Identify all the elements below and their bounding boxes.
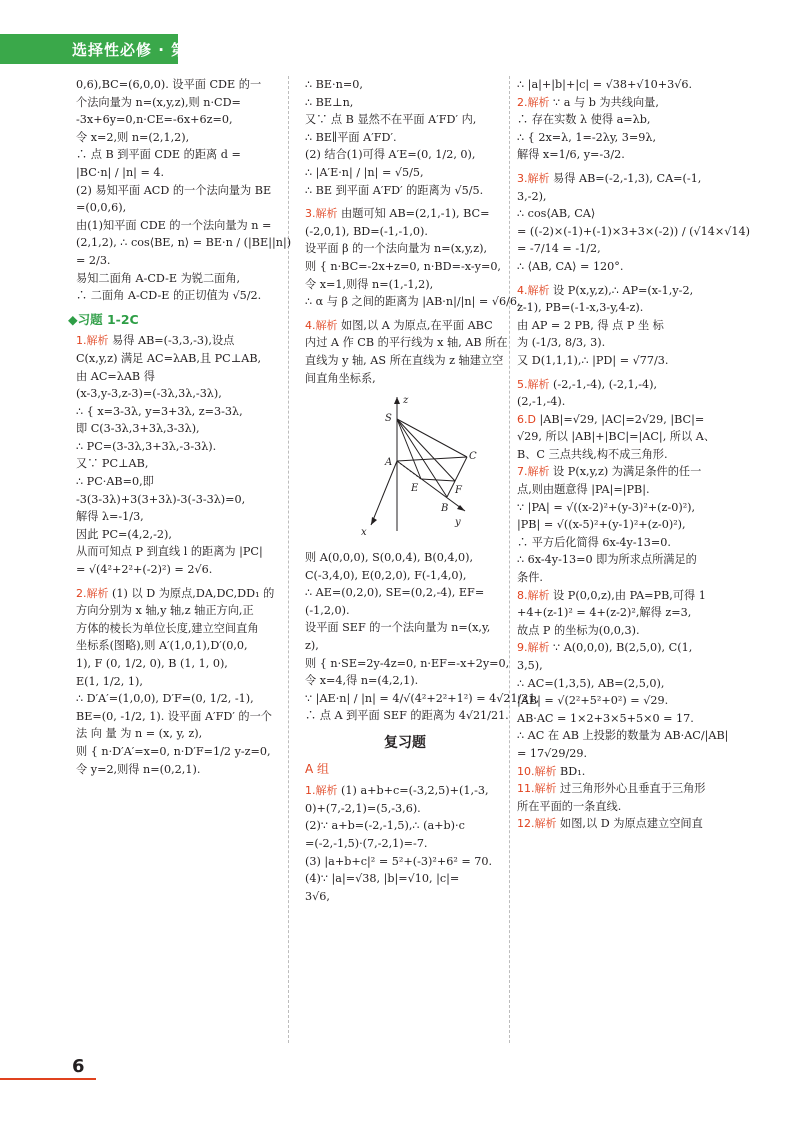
answer-tag: 9.解析: [517, 641, 550, 655]
column-right: [517, 76, 750, 1075]
text-span: 易得 AB=(-2,-1,3), CA=(-1,: [549, 171, 702, 185]
text-line: ∴ { x=3-3λ, y=3+3λ, z=3-3λ,: [76, 404, 243, 418]
group-a-heading: A 组: [305, 761, 330, 776]
text-line: ∴ 6x-4y-13=0 即为所求点所满足的: [517, 553, 697, 567]
text-line: =(0,0,6),: [76, 201, 127, 215]
text-line: (3) |a+b+c|² = 5²+(-3)²+6² = 70.: [305, 854, 493, 868]
text-line: (-2,0,1), BD=(-1,-1,0).: [305, 224, 428, 238]
answer-tag: 6.D: [517, 412, 536, 426]
text-line: 由 AP = 2 PB, 得 点 P 坐 标: [517, 318, 664, 332]
z-arrow-head: [394, 397, 400, 404]
label-x: x: [361, 527, 367, 539]
text-line: 0,6),BC=(6,0,0). 设平面 CDE 的一: [76, 78, 262, 91]
text-line: 所在平面的一条直线.: [517, 799, 622, 813]
answer-tag: 1.解析: [76, 334, 109, 348]
text-span: 易得 AB=(-3,3,-3),设点: [108, 334, 235, 348]
answer-tag: 12.解析: [517, 817, 557, 831]
answer-tag: 11.解析: [517, 782, 557, 796]
text-line: (2,-1,-4).: [517, 395, 566, 409]
answer-tag: 4.解析: [305, 318, 338, 332]
answer-tag: 3.解析: [517, 171, 550, 185]
text-line: ∴ PC=(3-3λ,3+3λ,-3-3λ).: [76, 439, 217, 453]
answer-line: [517, 376, 730, 394]
text-line: 方体的棱长为单位长度,建立空间直角: [76, 621, 259, 635]
text-line: ∴ |a|+|b|+|c| = √38+√10+3√6.: [517, 78, 693, 91]
answer-tag: 7.解析: [517, 465, 550, 479]
text-line: |PB| = √((x-5)²+(y-1)²+(z-0)²),: [517, 518, 686, 532]
text-line: z),: [305, 639, 319, 653]
text-line: BE=(0, -1/2, 1). 设平面 A′FD′ 的一个: [76, 709, 272, 723]
text-line: 又 D(1,1,1),∴ |PD| = √77/3.: [517, 353, 669, 367]
text-line: B、C 三点共线,构不成三角形.: [517, 447, 668, 461]
text-line: z-1), PB=(-1-x,3-y,4-z).: [517, 301, 644, 315]
text-line: ∴ cos⟨AB, CA⟩: [517, 207, 596, 221]
text-line: ∴ 二面角 A-CD-E 的正切值为 √5/2.: [76, 289, 262, 303]
answer-line: [517, 411, 730, 429]
text-line: C(-3,4,0), E(0,2,0), F(-1,4,0),: [305, 568, 467, 582]
label-y: y: [455, 517, 461, 529]
text-line: 故点 P 的坐标为(0,0,3).: [517, 623, 640, 637]
text-line: AB·AC = 1×2+3×5+5×0 = 17.: [517, 711, 694, 725]
text-line: 由(1)知平面 CDE 的一个法向量为 n =: [76, 218, 272, 232]
text-line: ∴ { 2x=λ, 1=-2λy, 3=9λ,: [517, 130, 657, 144]
answer-line: [517, 763, 730, 781]
text-line: 3,-2),: [517, 189, 547, 203]
text-span: 如图,以 A 为原点,在平面 ABC: [337, 318, 493, 332]
text-line: =(-2,-1,5)·(7,-2,1)=-7.: [305, 837, 428, 850]
text-line: (4)∵ |a|=√38, |b|=√10, |c|=: [305, 872, 460, 886]
text-line: 方向分别为 x 轴,y 轴,z 轴正方向,正: [76, 604, 254, 618]
text-line: ∴ BE 到平面 A′FD′ 的距离为 √5/5.: [305, 183, 484, 197]
text-line: (2) 易知平面 ACD 的一个法向量为 BE: [76, 183, 272, 197]
text-line: 3,5),: [517, 659, 543, 672]
answer-tag: 1.解析: [305, 784, 338, 798]
pyramid-coordinate-figure: [325, 393, 477, 543]
text-line: ∴ 平方后化简得 6x-4y-13=0.: [517, 535, 671, 549]
answer-tag: 8.解析: [517, 588, 550, 602]
text-line: 设平面 β 的一个法向量为 n=(x,y,z),: [305, 242, 488, 256]
text-line: 1), F (0, 1/2, 0), B (1, 1, 0),: [76, 657, 228, 670]
text-span: 设 P(x,y,z) 为满足条件的任一: [549, 465, 702, 479]
text-line: 从而可知点 P 到直线 l 的距离为 |PC|: [76, 545, 263, 559]
text-line: 易知二面角 A-CD-E 为锐二面角,: [76, 271, 241, 285]
text-line: C(x,y,z) 满足 AC=λAB,且 PC⊥AB,: [76, 351, 262, 365]
text-span: 过三角形外心且垂直于三角形: [556, 782, 706, 796]
answer-line: [517, 639, 730, 657]
answer-tag: 10.解析: [517, 764, 557, 778]
text-line: = -7/14 = -1/2,: [517, 242, 601, 256]
text-line: 则 { n·D′A′=x=0, n·D′F=1/2 y-z=0,: [76, 744, 271, 758]
text-line: 则 { n·SE=2y-4z=0, n·EF=-x+2y=0,: [305, 656, 510, 670]
page-number-underline: [0, 1078, 96, 1080]
text-line: ∵ |AE·n| / |n| = 4/√(4²+2²+1²) = 4√21/21,: [305, 691, 540, 705]
answer-line: [517, 815, 730, 833]
header-banner: [0, 34, 220, 64]
text-line: 又∵ 点 B 显然不在平面 A′FD′ 内,: [305, 113, 477, 127]
text-line: |AB| = √(2²+5²+0²) = √29.: [517, 694, 669, 708]
text-line: = 2/3.: [76, 253, 111, 267]
answer-line: [517, 463, 730, 481]
review-title: 复习题: [384, 735, 426, 752]
text-span: 由题可知 AB=(2,1,-1), BC=: [337, 207, 490, 221]
text-line: 点,则由题意得 |PA|=|PB|.: [517, 483, 650, 497]
edge-ac: [397, 457, 467, 461]
text-line: 为 (-1/3, 8/3, 3).: [517, 336, 606, 350]
text-line: |BC·n| / |n| = 4.: [76, 165, 165, 179]
text-line: (x-3,y-3,z-3)=(-3λ,3λ,-3λ),: [76, 387, 222, 401]
answer-tag: 2.解析: [76, 586, 109, 600]
text-line: 令 x=1,则得 n=(1,-1,2),: [305, 277, 434, 291]
text-line: -3x+6y=0,n·CE=-6x+6z=0,: [76, 113, 233, 127]
text-span: (1) a+b+c=(-3,2,5)+(1,-3,: [337, 784, 489, 798]
label-a: A: [385, 457, 393, 469]
text-line: ∴ BE·n=0,: [305, 78, 363, 91]
text-line: 解得 λ=-1/3,: [76, 510, 144, 524]
text-line: 0)+(7,-2,1)=(5,-3,6).: [305, 801, 421, 815]
answer-line: [517, 94, 730, 112]
edge-sf: [397, 419, 455, 481]
x-arrow-head: [371, 517, 377, 525]
text-line: 令 x=4,得 n=(4,2,1).: [305, 674, 419, 688]
label-c: C: [469, 451, 477, 463]
text-line: (2)∵ a+b=(-2,-1,5),∴ (a+b)·c: [305, 819, 465, 833]
edge-sb: [397, 419, 447, 497]
text-line: 又∵ PC⊥AB,: [76, 457, 149, 471]
text-span: |AB|=√29, |AC|=2√29, |BC|=: [535, 412, 705, 426]
text-line: (-1,2,0).: [305, 603, 350, 617]
text-span: ∵ A(0,0,0), B(2,5,0), C(1,: [549, 641, 693, 655]
text-line: ∵ |PA| = √((x-2)²+(y-3)²+(z-0)²),: [517, 500, 696, 514]
text-line: 解得 x=1/6, y=-3/2.: [517, 148, 625, 162]
text-line: ∴ ⟨AB, CA⟩ = 120°.: [517, 259, 624, 273]
text-line: E(1, 1/2, 1),: [76, 674, 143, 688]
text-line: 间直角坐标系,: [305, 371, 376, 385]
answer-tag: 5.解析: [517, 377, 550, 391]
column-separator: [288, 76, 289, 1043]
x-axis-line: [371, 461, 397, 525]
text-line: 条件.: [517, 571, 543, 585]
text-line: = ((-2)×(-1)+(-1)×3+3×(-2)) / (√14×√14): [517, 224, 750, 238]
edge-sc: [397, 419, 467, 457]
text-line: √29, 所以 |AB|+|BC|=|AC|, 所以 A、: [517, 430, 716, 444]
text-line: ∴ α 与 β 之间的距离为 |AB·n|/|n| = √6/6.: [305, 295, 521, 309]
label-e: E: [411, 483, 419, 495]
text-line: ∴ D′A′=(1,0,0), D′F=(0, 1/2, -1),: [76, 692, 254, 706]
text-line: ∴ 存在实数 λ 使得 a=λb,: [517, 113, 651, 127]
edge-ef: [421, 479, 455, 481]
text-line: (2,1,2), ∴ cos⟨BE, n⟩ = BE·n / (|BE||n|): [76, 236, 292, 250]
text-line: = √(4²+2²+(-2)²) = 2√6.: [76, 563, 213, 577]
text-line: 令 y=2,则得 n=(0,2,1).: [76, 762, 201, 776]
text-line: 3√6,: [305, 889, 330, 903]
label-z: z: [403, 395, 409, 407]
text-span: BD₁.: [556, 764, 586, 778]
text-line: 设平面 SEF 的一个法向量为 n=(x,y,: [305, 621, 491, 635]
text-line: 内过 A 作 CB 的平行线为 x 轴, AB 所在: [305, 336, 508, 350]
label-s: S: [385, 413, 392, 425]
text-span: 设 P(0,0,z),由 PA=PB,可得 1: [549, 588, 706, 602]
answer-line: [517, 282, 730, 300]
answer-tag: 3.解析: [305, 207, 338, 221]
text-span: 设 P(x,y,z),∴ AP=(x-1,y-2,: [549, 283, 694, 297]
text-line: ∴ 点 A 到平面 SEF 的距离为 4√21/21.: [305, 709, 509, 723]
text-line: 坐标系(图略),则 A′(1,0,1),D′(0,0,: [76, 639, 248, 653]
label-f: F: [455, 485, 462, 497]
text-line: ∴ AC 在 AB 上投影的数量为 AB·AC/|AB|: [517, 729, 729, 743]
answer-tag: 2.解析: [517, 95, 550, 109]
text-line: 个法向量为 n=(x,y,z),则 n·CD=: [76, 95, 241, 109]
text-line: ∴ PC·AB=0,即: [76, 475, 154, 489]
text-span: ∵ a 与 b 为共线向量,: [549, 95, 659, 109]
answer-line: [76, 332, 272, 350]
answer-line: [517, 780, 730, 798]
column-left: [68, 76, 292, 1075]
page-number: 6: [72, 1056, 85, 1077]
text-line: (2) 结合(1)可得 A′E=(0, 1/2, 0),: [305, 148, 476, 162]
column-separator: [509, 76, 510, 1043]
text-line: -3(3-3λ)+3(3+3λ)-3(-3-3λ)=0,: [76, 492, 246, 506]
answer-line: [517, 170, 730, 188]
answer-tag: 4.解析: [517, 283, 550, 297]
text-span: 如图,以 D 为原点建立空间直: [556, 817, 703, 831]
text-line: ∴ |A′E·n| / |n| = √5/5,: [305, 165, 424, 179]
answer-line: [305, 782, 505, 800]
text-line: 令 x=2,则 n=(2,1,2),: [76, 130, 190, 144]
text-span: (1) 以 D 为原点,DA,DC,DD₁ 的: [108, 586, 275, 600]
answer-line: [76, 585, 275, 603]
text-line: 因此 PC=(4,2,-2),: [76, 527, 172, 541]
text-line: 直线为 y 轴, AS 所在直线为 z 轴建立空: [305, 353, 504, 367]
text-line: 法 向 量 为 n = (x, y, z),: [76, 727, 203, 741]
text-line: ∴ BE⊥n,: [305, 95, 354, 109]
answer-line: [305, 317, 505, 335]
text-line: +4+(z-1)² = 4+(z-2)²,解得 z=3,: [517, 606, 692, 620]
label-b: B: [441, 503, 449, 515]
text-line: 则 { n·BC=-2x+z=0, n·BD=-x-y=0,: [305, 259, 501, 273]
answer-line: [305, 205, 505, 223]
text-line: 由 AC=λAB 得: [76, 369, 155, 383]
text-line: ∴ BE∥平面 A′FD′.: [305, 130, 397, 144]
text-line: 即 C(3-3λ,3+3λ,3-3λ),: [76, 422, 200, 436]
section-heading: ◆习题 1-2C: [68, 311, 139, 327]
text-line: ∴ AE=(0,2,0), SE=(0,2,-4), EF=: [305, 586, 485, 600]
text-line: = 17√29/29.: [517, 746, 588, 760]
text-line: ∴ 点 B 到平面 CDE 的距离 d =: [76, 148, 241, 162]
book-title: 选择性必修 · 第一册: [72, 40, 220, 59]
answer-line: [517, 587, 730, 605]
text-line: 则 A(0,0,0), S(0,0,4), B(0,4,0),: [305, 551, 474, 565]
text-line: ∴ AC=(1,3,5), AB=(2,5,0),: [517, 676, 665, 690]
text-span: (-2,-1,-4), (-2,1,-4),: [549, 377, 658, 391]
